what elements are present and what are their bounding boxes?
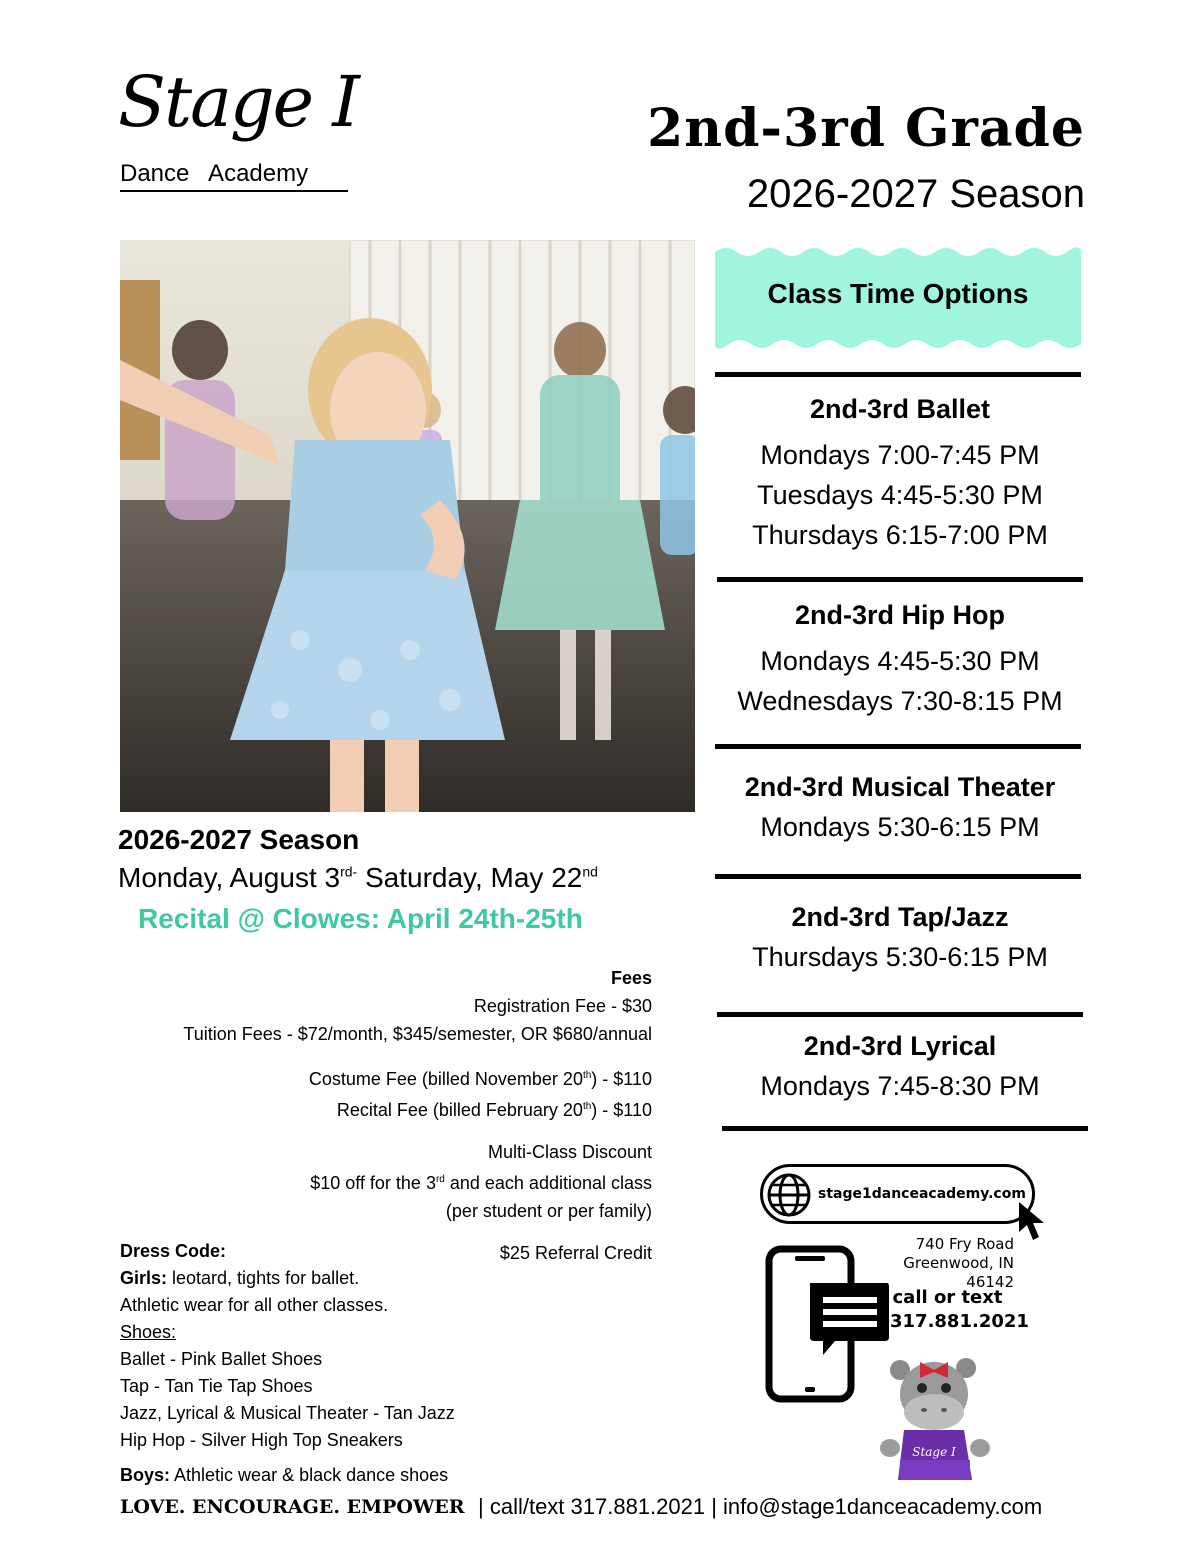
class-name: 2nd-3rd Hip Hop [795,600,1005,630]
globe-icon [764,1170,814,1220]
class-time: Thursdays 6:15-7:00 PM [752,520,1048,550]
shoe-item: Tap - Tan Tie Tap Shoes [120,1376,313,1396]
divider [717,1012,1083,1017]
class-time: Tuesdays 4:45-5:30 PM [757,480,1043,510]
footer-motto: LOVE. ENCOURAGE. EMPOWER [120,1496,465,1518]
tuition-fee: Tuition Fees - $72/month, $345/semester, OR $680/annual [183,1024,652,1044]
class-time: Wednesdays 7:30-8:15 PM [737,686,1063,716]
recital-fee: Recital Fee (billed February 20th) - $110 [336,1100,652,1120]
call-text-block [890,1286,1029,1334]
divider [715,874,1081,879]
season-start-sup: rd- [340,863,358,880]
shoe-item: Jazz, Lyrical & Musical Theater - Tan Jazz [120,1403,455,1423]
divider [715,372,1081,377]
fees-section [183,964,652,1267]
shoe-item: Ballet - Pink Ballet Shoes [120,1349,323,1369]
dance-class-photo [120,240,695,812]
phone-text-icon [765,1245,890,1405]
dress-boys: Boys: Athletic wear & black dance shoes [120,1465,449,1485]
class-tap-jazz [715,902,1085,977]
dress-athletic: Athletic wear for all other classes. [120,1295,389,1315]
page-title: 2nd-3rd Grade [647,98,1085,159]
shoes-title: Shoes: [120,1322,177,1342]
mascot-shirt-text: Stage I [912,1445,956,1459]
address-line: 740 Fry Road [915,1235,1014,1253]
class-time: Mondays 4:45-5:30 PM [760,646,1040,676]
class-time: Thursdays 5:30-6:15 PM [752,942,1048,972]
referral-credit: $25 Referral Credit [499,1243,652,1263]
address-line: Greenwood, IN 46142 [903,1254,1014,1291]
shoe-item: Hip Hop - Silver High Top Sneakers [120,1430,403,1450]
season-end: Saturday, May 22 [357,862,583,893]
costume-fee: Costume Fee (billed November 20th) - $110 [308,1069,652,1089]
season-subtitle: 2026-2027 Season [746,172,1085,216]
season-start: Monday, August 3 [118,862,341,893]
fees-title: Fees [610,968,652,988]
hippo-mascot [878,1352,998,1484]
call-label: call or text [892,1287,1003,1308]
class-lyrical [715,1031,1085,1106]
season-title: 2026-2027 Season [118,824,360,855]
class-time: Mondays 7:45-8:30 PM [760,1071,1040,1101]
dress-code-section [120,1238,455,1489]
logo-script: Stage I [118,61,358,143]
class-time: Mondays 5:30-6:15 PM [760,812,1040,842]
multi-class-discount: $10 off for the 3rd and each additional class [310,1173,652,1193]
multi-class-title: Multi-Class Discount [487,1142,652,1162]
dance-class-illustration [120,240,695,812]
class-time-options-label: Class Time Options [767,278,1029,309]
season-end-sup: nd [582,863,598,880]
logo-subtitle: Dance Academy [120,160,348,192]
divider [722,1126,1088,1131]
class-name: 2nd-3rd Tap/Jazz [791,902,1009,932]
class-musical-theater [715,772,1085,847]
website-link[interactable]: stage1danceacademy.com [818,1186,1026,1202]
divider [717,577,1083,582]
class-name: 2nd-3rd Ballet [809,394,991,424]
phone-number[interactable]: 317.881.2021 [890,1311,1029,1332]
recital-info: Recital @ Clowes: April 24th-25th [138,903,583,934]
class-hip-hop [715,600,1085,721]
cursor-icon [1016,1200,1050,1244]
dress-code-title: Dress Code: [120,1241,227,1261]
class-name: 2nd-3rd Lyrical [803,1031,997,1061]
class-name: 2nd-3rd Musical Theater [744,772,1056,802]
class-ballet [715,394,1085,555]
multi-class-note: (per student or per family) [445,1201,652,1221]
season-dates [118,862,598,894]
footer-contact: | call/text 317.881.2021 | info@stage1danceacademy.com [478,1494,1043,1519]
divider [715,744,1081,749]
registration-fee: Registration Fee - $30 [473,996,652,1016]
dress-girls: Girls: leotard, tights for ballet. [120,1268,360,1288]
class-time: Mondays 7:00-7:45 PM [760,440,1040,470]
